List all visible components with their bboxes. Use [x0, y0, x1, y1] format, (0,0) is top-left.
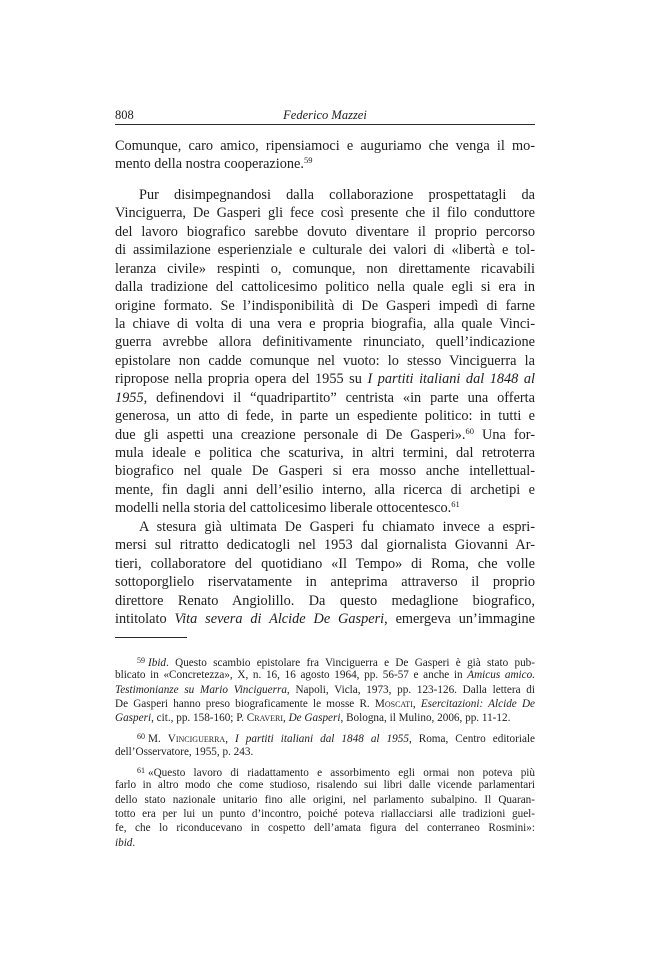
text-line: biografico nel quale De Gasperi si era mosso anche intellettual- [115, 463, 535, 480]
footnote-59-line: Testimonianze su Mario Vinciguerra, Napoli, Vicla, 1973, pp. 123-126. Dalla lettera di [115, 683, 535, 696]
footnote-rule [115, 637, 187, 638]
book-title: Vita severa di Alcide De Gasperi [174, 610, 385, 627]
text-line: ripropose nella propria opera del 1955 su I partiti italiani dal 1848 al [115, 371, 536, 388]
text-line: origine formato. Se l’indisponibilità di De Gasperi impedì di farne [115, 297, 535, 314]
text-line: A stesura già ultimata De Gasperi fu chiamato invece a espri- [139, 518, 535, 535]
footnote-60-line: dell’Osservatore, 1955, p. 243. [115, 745, 254, 758]
footnote-59-line: De Gasperi hanno preso biograficamente le mosse R. Moscati, Esercitazioni: Alcide De [115, 697, 535, 710]
text-line: epistolare non cadde comunque nel vuoto: lo stesso Vinciguerra la [115, 352, 535, 369]
text-line: di assimilazione esperienziale e culturale dei valori di «libertà e tol- [115, 242, 535, 259]
text-line: dalla tradizione del cattolicesimo politico nella quale egli si era in [115, 279, 535, 296]
footnote-59-line: blicato in «Concretezza», X, n. 16, 16 agosto 1964, pp. 56-57 e anche in Amicus amico. [115, 669, 535, 682]
running-header [115, 108, 535, 125]
text-line: Pur disimpegnandosi dalla collaborazione prospettatagli da [139, 186, 535, 203]
footnotes [115, 654, 535, 850]
text-line: mersi sul ritratto dedicatogli nel 1953 dal giornalista Giovanni Ar- [115, 537, 535, 554]
footnote-number: 60 [137, 732, 145, 742]
footnote-61-line: farlo in altro modo che come studioso, risalendo sui libri dalle vicende parlamentari [115, 779, 535, 792]
note-ref-60: 60 [465, 425, 474, 436]
text-line: mente, fin dagli anni dell’esilio interno, alla ricerca di archetipi e [115, 481, 535, 498]
text-line: la chiave di volta di una vera e propria biografia, alla quale Vinci- [115, 315, 535, 332]
text-line: del lavoro biografico sarebbe dovuto diventare il proprio percorso [115, 223, 535, 240]
footnote-61-line: totto era per lui un punto d’incontro, poiché poteva riallacciarsi alle tradizioni guel- [115, 807, 535, 820]
footnote-59-line: $^{59}$ Ibid. Questo scambio epistolare fra Vinciguerra e De Gasperi è già stato pub- [137, 656, 535, 669]
text-line: Vinciguerra, De Gasperi gli fece così presente che il filo conduttore [115, 205, 535, 222]
text-line: mento della nostra cooperazione.$^{59}$ [115, 155, 313, 173]
footnote-60-line: $^{60}$ M. Vinciguerra, I partiti italiani dal 1848 al 1955, Roma, Centro editoriale [137, 732, 536, 746]
footnote-61-line: fe, che lo riconducevano in cospetto dell’amata figura del conterraneo Rosmini»: [115, 822, 535, 835]
text-line: mula ideale e politica che scaturiva, in altri termini, dal retroterra [115, 445, 535, 461]
main-text [115, 137, 535, 628]
footnote-number: 59 [137, 656, 145, 665]
footnote-number: 61 [137, 766, 145, 776]
note-ref-61: 61 [451, 499, 460, 510]
text-line: intitolato Vita severa di Alcide De Gasperi, emergeva un’immagine [115, 610, 535, 627]
text-line: modelli nella storia del cattolicesimo liberale ottocentesco.$^{61}$ [115, 499, 460, 517]
footnote-61-line: dello stato nazionale unitario fino alle origini, nel parlamento subalpino. Il Quaran- [115, 793, 535, 806]
text-line: 1955, definendovi il “quadripartito” centrista «in parte una offerta [115, 389, 535, 406]
footnote-61-line: $^{61}$ «Questo lavoro di riadattamento e assorbimento egli ormai non poteva più [137, 766, 535, 780]
text-line: direttore Renato Angiolillo. Da questo medaglione biografico, [115, 592, 535, 609]
text-line: leranza civile» respinti o, comunque, non direttamente ricavabili [115, 260, 535, 277]
book-title-year: 1955 [115, 389, 144, 406]
text-line: Comunque, caro amico, ripensiamoci e auguriamo che venga il mo- [115, 138, 535, 154]
page-number: 808 [115, 108, 134, 122]
note-ref-59: 59 [303, 155, 313, 166]
text-line: guerra avrebbe allora definitivamente rinunciato, quell’indicazione [115, 334, 535, 351]
text-line: generosa, un atto di fede, in parte un espediente politico: in tutti e [115, 408, 535, 425]
running-title: Federico Mazzei [283, 108, 367, 122]
book-title: I partiti italiani dal 1848 al [367, 371, 536, 388]
text-line: due gli aspetti una creazione personale di De Gasperi».$^{60}$ Una for- [115, 425, 535, 443]
footnote-61-line: ibid. [115, 836, 136, 849]
text-line: sottoporglielo riservatamente in anteprima attraverso il proprio [115, 574, 535, 591]
text-line: tieri, collaboratore del quotidiano «Il Tempo» di Roma, che volle [115, 555, 535, 572]
footnote-59-line: Gasperi, cit., pp. 158-160; P. Craveri, De Gasperi, Bologna, il Mulino, 2006, pp. 11-12. [115, 712, 511, 725]
